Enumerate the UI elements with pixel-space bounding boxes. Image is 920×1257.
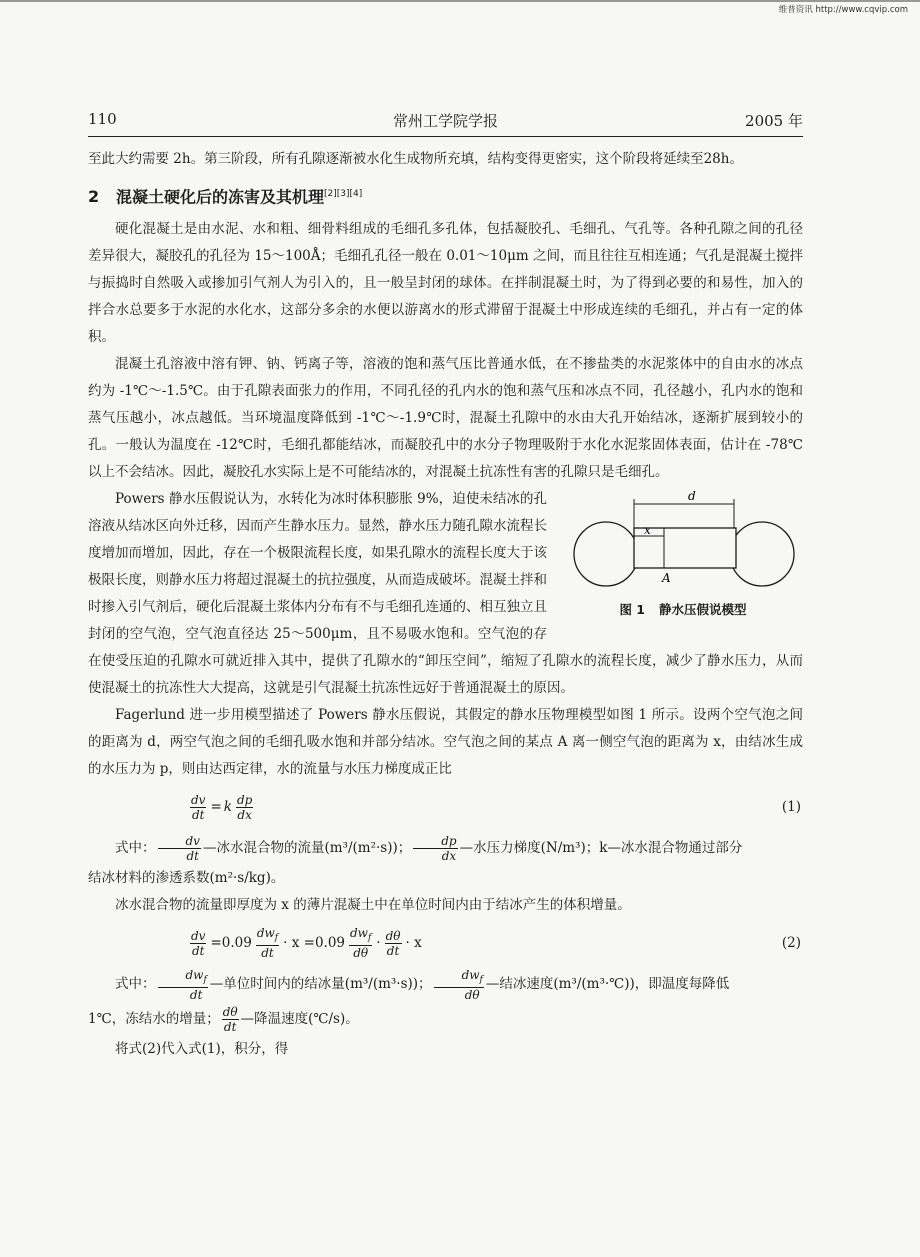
where2-t1-desc: —单位时间内的结冰量(m³/(m³·s))； xyxy=(209,976,432,993)
eq1-where xyxy=(88,831,803,865)
figure-caption-text: 静水压假说模型 xyxy=(659,602,747,618)
eq2-f1-num: dw xyxy=(256,926,275,941)
eq2-f1-sub: f xyxy=(274,933,279,944)
intro-paragraph: 至此大约需要 2h。第三阶段，所有孔隙逐渐被水化生成物所充填，结构变得更密实，这个阶段将延续至28h。 xyxy=(88,151,743,167)
eq2-dot: · xyxy=(376,934,381,951)
eq1-lhs-den: dt xyxy=(191,807,205,822)
where1-t1-num: dv xyxy=(158,834,201,849)
where2-t3-desc: —降温速度(℃/s)。 xyxy=(240,1010,359,1027)
figure-label: 图 1 xyxy=(619,602,646,618)
publication-year: 2005 年 xyxy=(745,112,803,130)
where2-t3-num: dθ xyxy=(222,1004,238,1019)
paragraph-fagerlund: Fagerlund 进一步用模型描述了 Powers 静水压假说，其假定的静水压物理模型如图 1 所示。设两个空气泡之间的距离为 d，两空气泡之间的毛细孔吸水饱和并部分结冰。空气泡之间的某点 A 离一侧空气泡的距离为 x，由结冰生成的水压力为 p，则由达西定律，水的流量与水压力梯度成正比 xyxy=(88,707,803,778)
label-d: d xyxy=(688,490,696,504)
where-lead: 式中： xyxy=(115,840,156,857)
label-a: A xyxy=(662,571,671,586)
equation-2 xyxy=(88,923,803,963)
eq2-number: (2) xyxy=(781,934,801,951)
eq2-lhs-den: dt xyxy=(191,943,205,958)
eq2-f2-den: dθ xyxy=(353,946,369,961)
eq1-equals: = xyxy=(210,798,222,815)
eq1-number: (1) xyxy=(781,798,801,815)
eq2-f1-den: dt xyxy=(261,946,274,961)
figure-1 xyxy=(563,490,803,623)
where1-t2-num: dp xyxy=(413,834,457,849)
top-border xyxy=(0,0,920,2)
where1-t2-desc: —水压力梯度(N/m³)；k—冰水混合物通过部分 xyxy=(459,840,743,857)
where1-t2-den: dx xyxy=(441,849,457,864)
equation-1 xyxy=(88,787,803,827)
section-title: 混凝土硬化后的冻害及其机理 xyxy=(116,187,325,207)
where2-t2-desc: —结冰速度(m³/(m³·℃))，即温度每降低 xyxy=(485,976,730,993)
eq2-part1: =0.09 xyxy=(210,934,252,951)
page-header xyxy=(88,110,803,137)
watermark: 维普资讯 http://www.cqvip.com xyxy=(778,5,908,15)
eq1-rhs-den: dx xyxy=(237,807,252,822)
where2-t3-den: dt xyxy=(223,1019,237,1034)
paragraph-freezing-point: 混凝土孔溶液中溶有钾、钠、钙离子等，溶液的饱和蒸气压比普通水低，在不掺盐类的水泥浆体中的自由水的冰点约为 -1℃～-1.5℃。由于孔隙表面张力的作用，不同孔径的孔内水的饱和蒸气压和冰点不同，孔径越小，孔内水的饱和蒸气压越小，冰点越低。当环境温度降低到 -1℃～-1.9℃时，混凝土孔隙中的水由大孔开始结冰，逐渐扩展到较小的孔。一般认为温度在 -12℃时，毛细孔都能结冰，而凝胶孔中的水分子物理吸附于水化水泥浆固体表面，估计在 -78℃以上不会结冰。因此，凝胶孔水实际上是不可能结冰的，对混凝土抗冻性有害的孔隙只是毛细孔。 xyxy=(88,356,803,481)
eq2-part2: · x =0.09 xyxy=(283,934,345,951)
eq2-f3-num: dθ xyxy=(385,928,401,943)
eq1-where-tail: 结冰材料的渗透系数(m²·s/kg)。 xyxy=(88,870,285,887)
where1-t1-desc: —冰水混合物的流量(m³/(m²·s))； xyxy=(202,840,412,857)
eq2-f3-den: dt xyxy=(386,943,400,958)
hydrostatic-model-diagram xyxy=(568,490,798,590)
article-body xyxy=(88,146,803,1063)
label-x: x xyxy=(644,523,651,538)
eq2-part3: · x xyxy=(405,934,422,951)
where2-t1-sub: f xyxy=(203,974,207,985)
eq1-rhs-num: dp xyxy=(236,792,253,807)
where2-lead: 式中： xyxy=(115,976,156,993)
section-refs: [2][3][4] xyxy=(324,189,363,199)
eq2-f2-num: dw xyxy=(350,926,368,941)
paragraph-pores: 硬化混凝土是由水泥、水和粗、细骨料组成的毛细孔多孔体，包括凝胶孔、毛细孔、气孔等。各种孔隙之间的孔径差异很大，凝胶孔的孔径为 15～100Å；毛细孔孔径一般在 0.01～10μm 之间，而且往往互相连通；气孔是混凝土搅拌与振捣时自然吸入或掺加引气剂人为引入的，且一般呈封闭的球体。在拌制混凝土时，为了得到必要的和易性，加入的拌合水总要多于水泥的水化水，这部分多余的水便以游离水的形式滞留于混凝土中形成连续的毛细孔，并占有一定的体积。 xyxy=(88,221,803,346)
closing-line: 将式(2)代入式(1)，积分，得 xyxy=(115,1040,289,1057)
where2-t2-sub: f xyxy=(479,974,483,985)
eq2-where-line2 xyxy=(88,1002,803,1036)
eq1-lhs-num: dv xyxy=(191,792,206,807)
figure-caption xyxy=(563,596,803,623)
where2-t1-num: dw xyxy=(185,967,204,982)
page-number: 110 xyxy=(88,110,117,128)
where2-line2-a: 1℃，冻结水的增量； xyxy=(88,1010,220,1027)
eq2-where xyxy=(88,967,803,1002)
section-heading xyxy=(88,178,803,213)
eq2-f2-sub: f xyxy=(367,933,372,944)
paragraph-flow: 冰水混合物的流量即厚度为 x 的薄片混凝土中在单位时间内由于结冰产生的体积增量。 xyxy=(115,897,631,914)
section-number: 2 xyxy=(88,187,100,207)
where2-t1-den: dt xyxy=(189,987,203,1002)
paragraph-powers: Powers 静水压假说认为，水转化为冰时体积膨胀 9%，迫使未结冰的孔溶液从结冰区向外迁移，因而产生静水压力。显然，静水压力随孔隙水流程长度增加而增加，因此，存在一个极限流程长度，如果孔隙水的流程长度大于该极限长度，则静水压力将超过混凝土的抗拉强度，从而造成破坏。混凝土拌和时掺入引气剂后，硬化后混凝土浆体内分布有不与毛细孔连通的、相互独立且封闭的空气泡，空气泡直径达 25～500μm，且不易吸水饱和。空气泡的存在使受压迫的孔隙水可就近排入其中，提供了孔隙水的“卸压空间”，缩短了孔隙水的流程长度，减少了静水压力，从而使混凝土的抗冻性大大提高，这就是引气混凝土抗冻性远好于普通混凝土的原因。 xyxy=(88,491,803,697)
journal-title: 常州工学院学报 xyxy=(392,112,498,130)
where1-t1-den: dt xyxy=(186,849,199,864)
where2-t2-num: dw xyxy=(461,967,480,982)
where2-t2-den: dθ xyxy=(464,987,480,1002)
eq1-coef: k xyxy=(223,798,232,815)
eq2-lhs-num: dv xyxy=(191,928,206,943)
